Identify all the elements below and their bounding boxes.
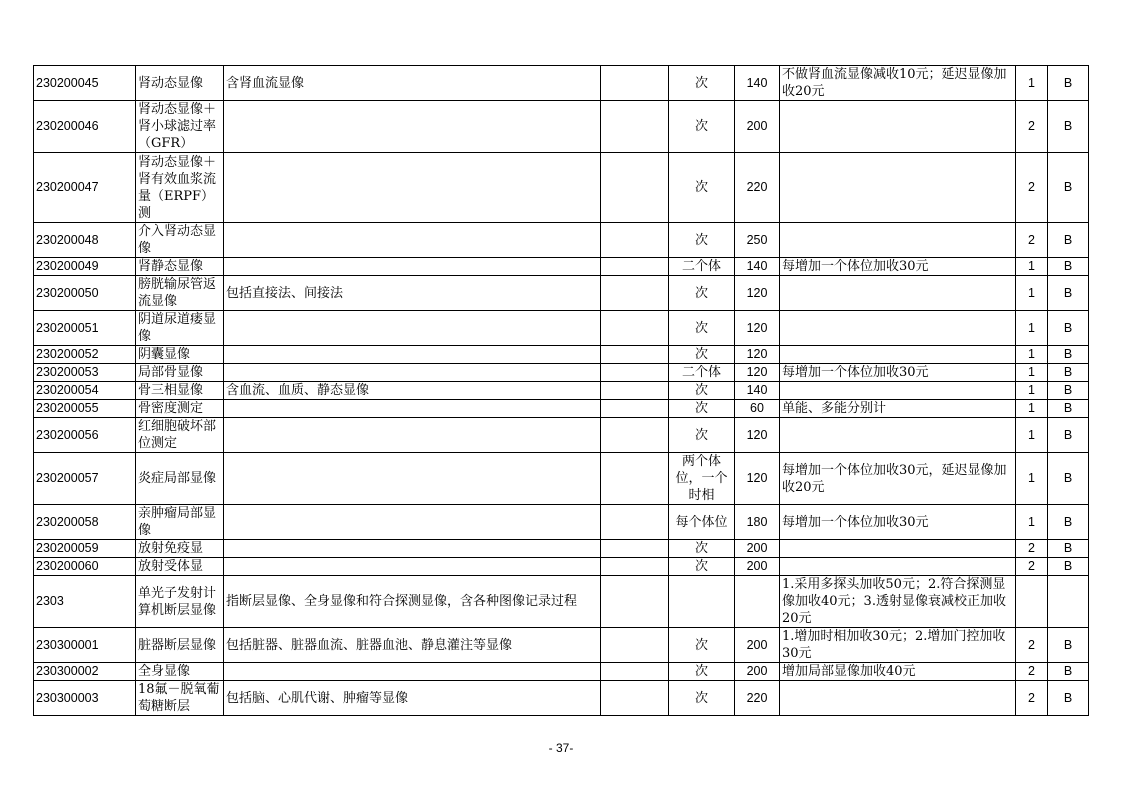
item-name: 介入肾动态显像 <box>136 223 224 258</box>
item-grade: B <box>1048 258 1089 276</box>
table-row <box>34 382 1089 400</box>
item-price: 220 <box>735 681 780 716</box>
item-code: 230200060 <box>34 558 136 576</box>
item-code: 230200048 <box>34 223 136 258</box>
item-class: 2 <box>1016 681 1048 716</box>
table-row <box>34 505 1089 540</box>
item-code: 230200058 <box>34 505 136 540</box>
item-price: 200 <box>735 628 780 663</box>
item-class: 2 <box>1016 558 1048 576</box>
item-note <box>780 153 1016 223</box>
item-unit: 次 <box>669 663 735 681</box>
item-unit: 次 <box>669 101 735 153</box>
excluded-content <box>601 223 669 258</box>
item-grade: B <box>1048 153 1089 223</box>
item-note <box>780 382 1016 400</box>
item-grade: B <box>1048 505 1089 540</box>
table-row <box>34 223 1089 258</box>
item-name: 单光子发射计算机断层显像 <box>136 576 224 628</box>
table-row <box>34 101 1089 153</box>
item-unit <box>669 576 735 628</box>
item-price: 120 <box>735 453 780 505</box>
item-note <box>780 223 1016 258</box>
item-content <box>224 223 601 258</box>
item-price: 180 <box>735 505 780 540</box>
item-class: 1 <box>1016 258 1048 276</box>
item-unit: 次 <box>669 681 735 716</box>
item-price: 60 <box>735 400 780 418</box>
item-name: 局部骨显像 <box>136 364 224 382</box>
item-content <box>224 418 601 453</box>
item-class: 2 <box>1016 628 1048 663</box>
item-content <box>224 663 601 681</box>
item-content: 包括直接法、间接法 <box>224 276 601 311</box>
item-price: 120 <box>735 364 780 382</box>
item-content: 含肾血流显像 <box>224 66 601 101</box>
item-class <box>1016 576 1048 628</box>
item-code: 230300003 <box>34 681 136 716</box>
item-name: 红细胞破坏部位测定 <box>136 418 224 453</box>
item-class: 1 <box>1016 505 1048 540</box>
table-row <box>34 418 1089 453</box>
excluded-content <box>601 153 669 223</box>
item-content <box>224 540 601 558</box>
item-code: 2303 <box>34 576 136 628</box>
item-note <box>780 101 1016 153</box>
item-grade: B <box>1048 663 1089 681</box>
excluded-content <box>601 681 669 716</box>
item-code: 230300001 <box>34 628 136 663</box>
item-code: 230200050 <box>34 276 136 311</box>
item-class: 2 <box>1016 153 1048 223</box>
item-class: 1 <box>1016 311 1048 346</box>
item-class: 1 <box>1016 418 1048 453</box>
excluded-content <box>601 66 669 101</box>
item-class: 2 <box>1016 540 1048 558</box>
item-name: 全身显像 <box>136 663 224 681</box>
item-unit: 次 <box>669 276 735 311</box>
table-row <box>34 540 1089 558</box>
item-grade: B <box>1048 311 1089 346</box>
item-unit: 次 <box>669 223 735 258</box>
item-unit: 次 <box>669 628 735 663</box>
item-unit: 次 <box>669 382 735 400</box>
item-note <box>780 346 1016 364</box>
item-unit: 次 <box>669 558 735 576</box>
item-note: 1.采用多探头加收50元；2.符合探测显像加收40元；3.透射显像衰减校正加收20元 <box>780 576 1016 628</box>
item-grade: B <box>1048 346 1089 364</box>
excluded-content <box>601 258 669 276</box>
item-code: 230200045 <box>34 66 136 101</box>
item-content <box>224 364 601 382</box>
item-name: 肾动态显像＋肾小球滤过率（GFR） <box>136 101 224 153</box>
item-code: 230200051 <box>34 311 136 346</box>
item-content <box>224 453 601 505</box>
item-price: 250 <box>735 223 780 258</box>
item-class: 1 <box>1016 453 1048 505</box>
item-grade: B <box>1048 364 1089 382</box>
excluded-content <box>601 558 669 576</box>
page-number: - 37- <box>548 741 574 755</box>
item-content: 包括脑、心肌代谢、肿瘤等显像 <box>224 681 601 716</box>
table-row <box>34 364 1089 382</box>
item-price: 140 <box>735 258 780 276</box>
item-note: 每增加一个体位加收30元，延迟显像加收20元 <box>780 453 1016 505</box>
item-name: 肾动态显像 <box>136 66 224 101</box>
item-content: 指断层显像、全身显像和符合探测显像，含各种图像记录过程 <box>224 576 601 628</box>
item-grade: B <box>1048 276 1089 311</box>
item-unit: 两个体位，一个时相 <box>669 453 735 505</box>
item-note: 每增加一个体位加收30元 <box>780 258 1016 276</box>
excluded-content <box>601 346 669 364</box>
item-price: 140 <box>735 66 780 101</box>
item-name: 肾静态显像 <box>136 258 224 276</box>
item-code: 230200052 <box>34 346 136 364</box>
table-row <box>34 576 1089 628</box>
item-code: 230200057 <box>34 453 136 505</box>
item-grade: B <box>1048 66 1089 101</box>
item-name: 骨密度测定 <box>136 400 224 418</box>
excluded-content <box>601 505 669 540</box>
item-grade: B <box>1048 418 1089 453</box>
item-name: 骨三相显像 <box>136 382 224 400</box>
table-row <box>34 558 1089 576</box>
item-note: 1.增加时相加收30元；2.增加门控加收30元 <box>780 628 1016 663</box>
item-name: 18氟－脱氧葡萄糖断层 <box>136 681 224 716</box>
table-row <box>34 346 1089 364</box>
item-unit: 二个体 <box>669 258 735 276</box>
item-price: 140 <box>735 382 780 400</box>
item-grade: B <box>1048 453 1089 505</box>
item-note: 增加局部显像加收40元 <box>780 663 1016 681</box>
item-grade: B <box>1048 223 1089 258</box>
item-note <box>780 418 1016 453</box>
table-row <box>34 400 1089 418</box>
excluded-content <box>601 663 669 681</box>
table-row <box>34 66 1089 101</box>
item-class: 1 <box>1016 276 1048 311</box>
item-name: 阴囊显像 <box>136 346 224 364</box>
item-class: 1 <box>1016 66 1048 101</box>
item-name: 脏器断层显像 <box>136 628 224 663</box>
item-name: 亲肿瘤局部显像 <box>136 505 224 540</box>
item-grade: B <box>1048 400 1089 418</box>
item-content <box>224 558 601 576</box>
item-note <box>780 681 1016 716</box>
item-class: 1 <box>1016 346 1048 364</box>
table-row <box>34 628 1089 663</box>
item-price: 120 <box>735 346 780 364</box>
item-code: 230200059 <box>34 540 136 558</box>
item-note: 每增加一个体位加收30元 <box>780 505 1016 540</box>
item-content: 包括脏器、脏器血流、脏器血池、静息灌注等显像 <box>224 628 601 663</box>
item-price: 120 <box>735 311 780 346</box>
table-row <box>34 453 1089 505</box>
item-name: 肾动态显像＋肾有效血浆流量（ERPF）测 <box>136 153 224 223</box>
item-name: 放射免疫显 <box>136 540 224 558</box>
item-unit: 次 <box>669 311 735 346</box>
item-grade: B <box>1048 681 1089 716</box>
item-unit: 次 <box>669 66 735 101</box>
item-unit: 次 <box>669 346 735 364</box>
price-table <box>33 65 1089 716</box>
table-row <box>34 153 1089 223</box>
item-content <box>224 400 601 418</box>
item-grade: B <box>1048 628 1089 663</box>
excluded-content <box>601 418 669 453</box>
item-price: 120 <box>735 276 780 311</box>
item-content <box>224 311 601 346</box>
item-note <box>780 540 1016 558</box>
item-class: 2 <box>1016 223 1048 258</box>
item-note <box>780 276 1016 311</box>
item-note: 每增加一个体位加收30元 <box>780 364 1016 382</box>
item-note <box>780 311 1016 346</box>
item-content <box>224 101 601 153</box>
item-name: 放射受体显 <box>136 558 224 576</box>
item-code: 230200046 <box>34 101 136 153</box>
item-price: 120 <box>735 418 780 453</box>
item-note: 不做肾血流显像减收10元；延迟显像加收20元 <box>780 66 1016 101</box>
item-code: 230200054 <box>34 382 136 400</box>
item-price: 200 <box>735 663 780 681</box>
table-row <box>34 311 1089 346</box>
item-price: 220 <box>735 153 780 223</box>
excluded-content <box>601 453 669 505</box>
excluded-content <box>601 540 669 558</box>
item-price: 200 <box>735 101 780 153</box>
item-grade: B <box>1048 101 1089 153</box>
item-unit: 次 <box>669 540 735 558</box>
item-code: 230200055 <box>34 400 136 418</box>
item-code: 230200053 <box>34 364 136 382</box>
table-row <box>34 258 1089 276</box>
item-content: 含血流、血质、静态显像 <box>224 382 601 400</box>
item-content <box>224 346 601 364</box>
item-price: 200 <box>735 558 780 576</box>
excluded-content <box>601 276 669 311</box>
item-unit: 每个体位 <box>669 505 735 540</box>
item-class: 2 <box>1016 101 1048 153</box>
item-code: 230200056 <box>34 418 136 453</box>
item-name: 膀胱输尿管返流显像 <box>136 276 224 311</box>
item-content <box>224 505 601 540</box>
item-unit: 次 <box>669 400 735 418</box>
item-class: 1 <box>1016 364 1048 382</box>
item-content <box>224 258 601 276</box>
table-row <box>34 276 1089 311</box>
item-grade <box>1048 576 1089 628</box>
item-price <box>735 576 780 628</box>
item-class: 1 <box>1016 382 1048 400</box>
item-price: 200 <box>735 540 780 558</box>
item-grade: B <box>1048 540 1089 558</box>
excluded-content <box>601 101 669 153</box>
excluded-content <box>601 311 669 346</box>
item-code: 230300002 <box>34 663 136 681</box>
item-unit: 二个体 <box>669 364 735 382</box>
item-name: 炎症局部显像 <box>136 453 224 505</box>
excluded-content <box>601 382 669 400</box>
table-row <box>34 681 1089 716</box>
item-class: 1 <box>1016 400 1048 418</box>
item-class: 2 <box>1016 663 1048 681</box>
excluded-content <box>601 576 669 628</box>
item-grade: B <box>1048 558 1089 576</box>
excluded-content <box>601 628 669 663</box>
item-code: 230200049 <box>34 258 136 276</box>
item-note: 单能、多能分别计 <box>780 400 1016 418</box>
item-grade: B <box>1048 382 1089 400</box>
item-unit: 次 <box>669 153 735 223</box>
item-name: 阴道尿道瘘显像 <box>136 311 224 346</box>
item-content <box>224 153 601 223</box>
item-note <box>780 558 1016 576</box>
table-row <box>34 663 1089 681</box>
item-code: 230200047 <box>34 153 136 223</box>
item-unit: 次 <box>669 418 735 453</box>
excluded-content <box>601 364 669 382</box>
excluded-content <box>601 400 669 418</box>
